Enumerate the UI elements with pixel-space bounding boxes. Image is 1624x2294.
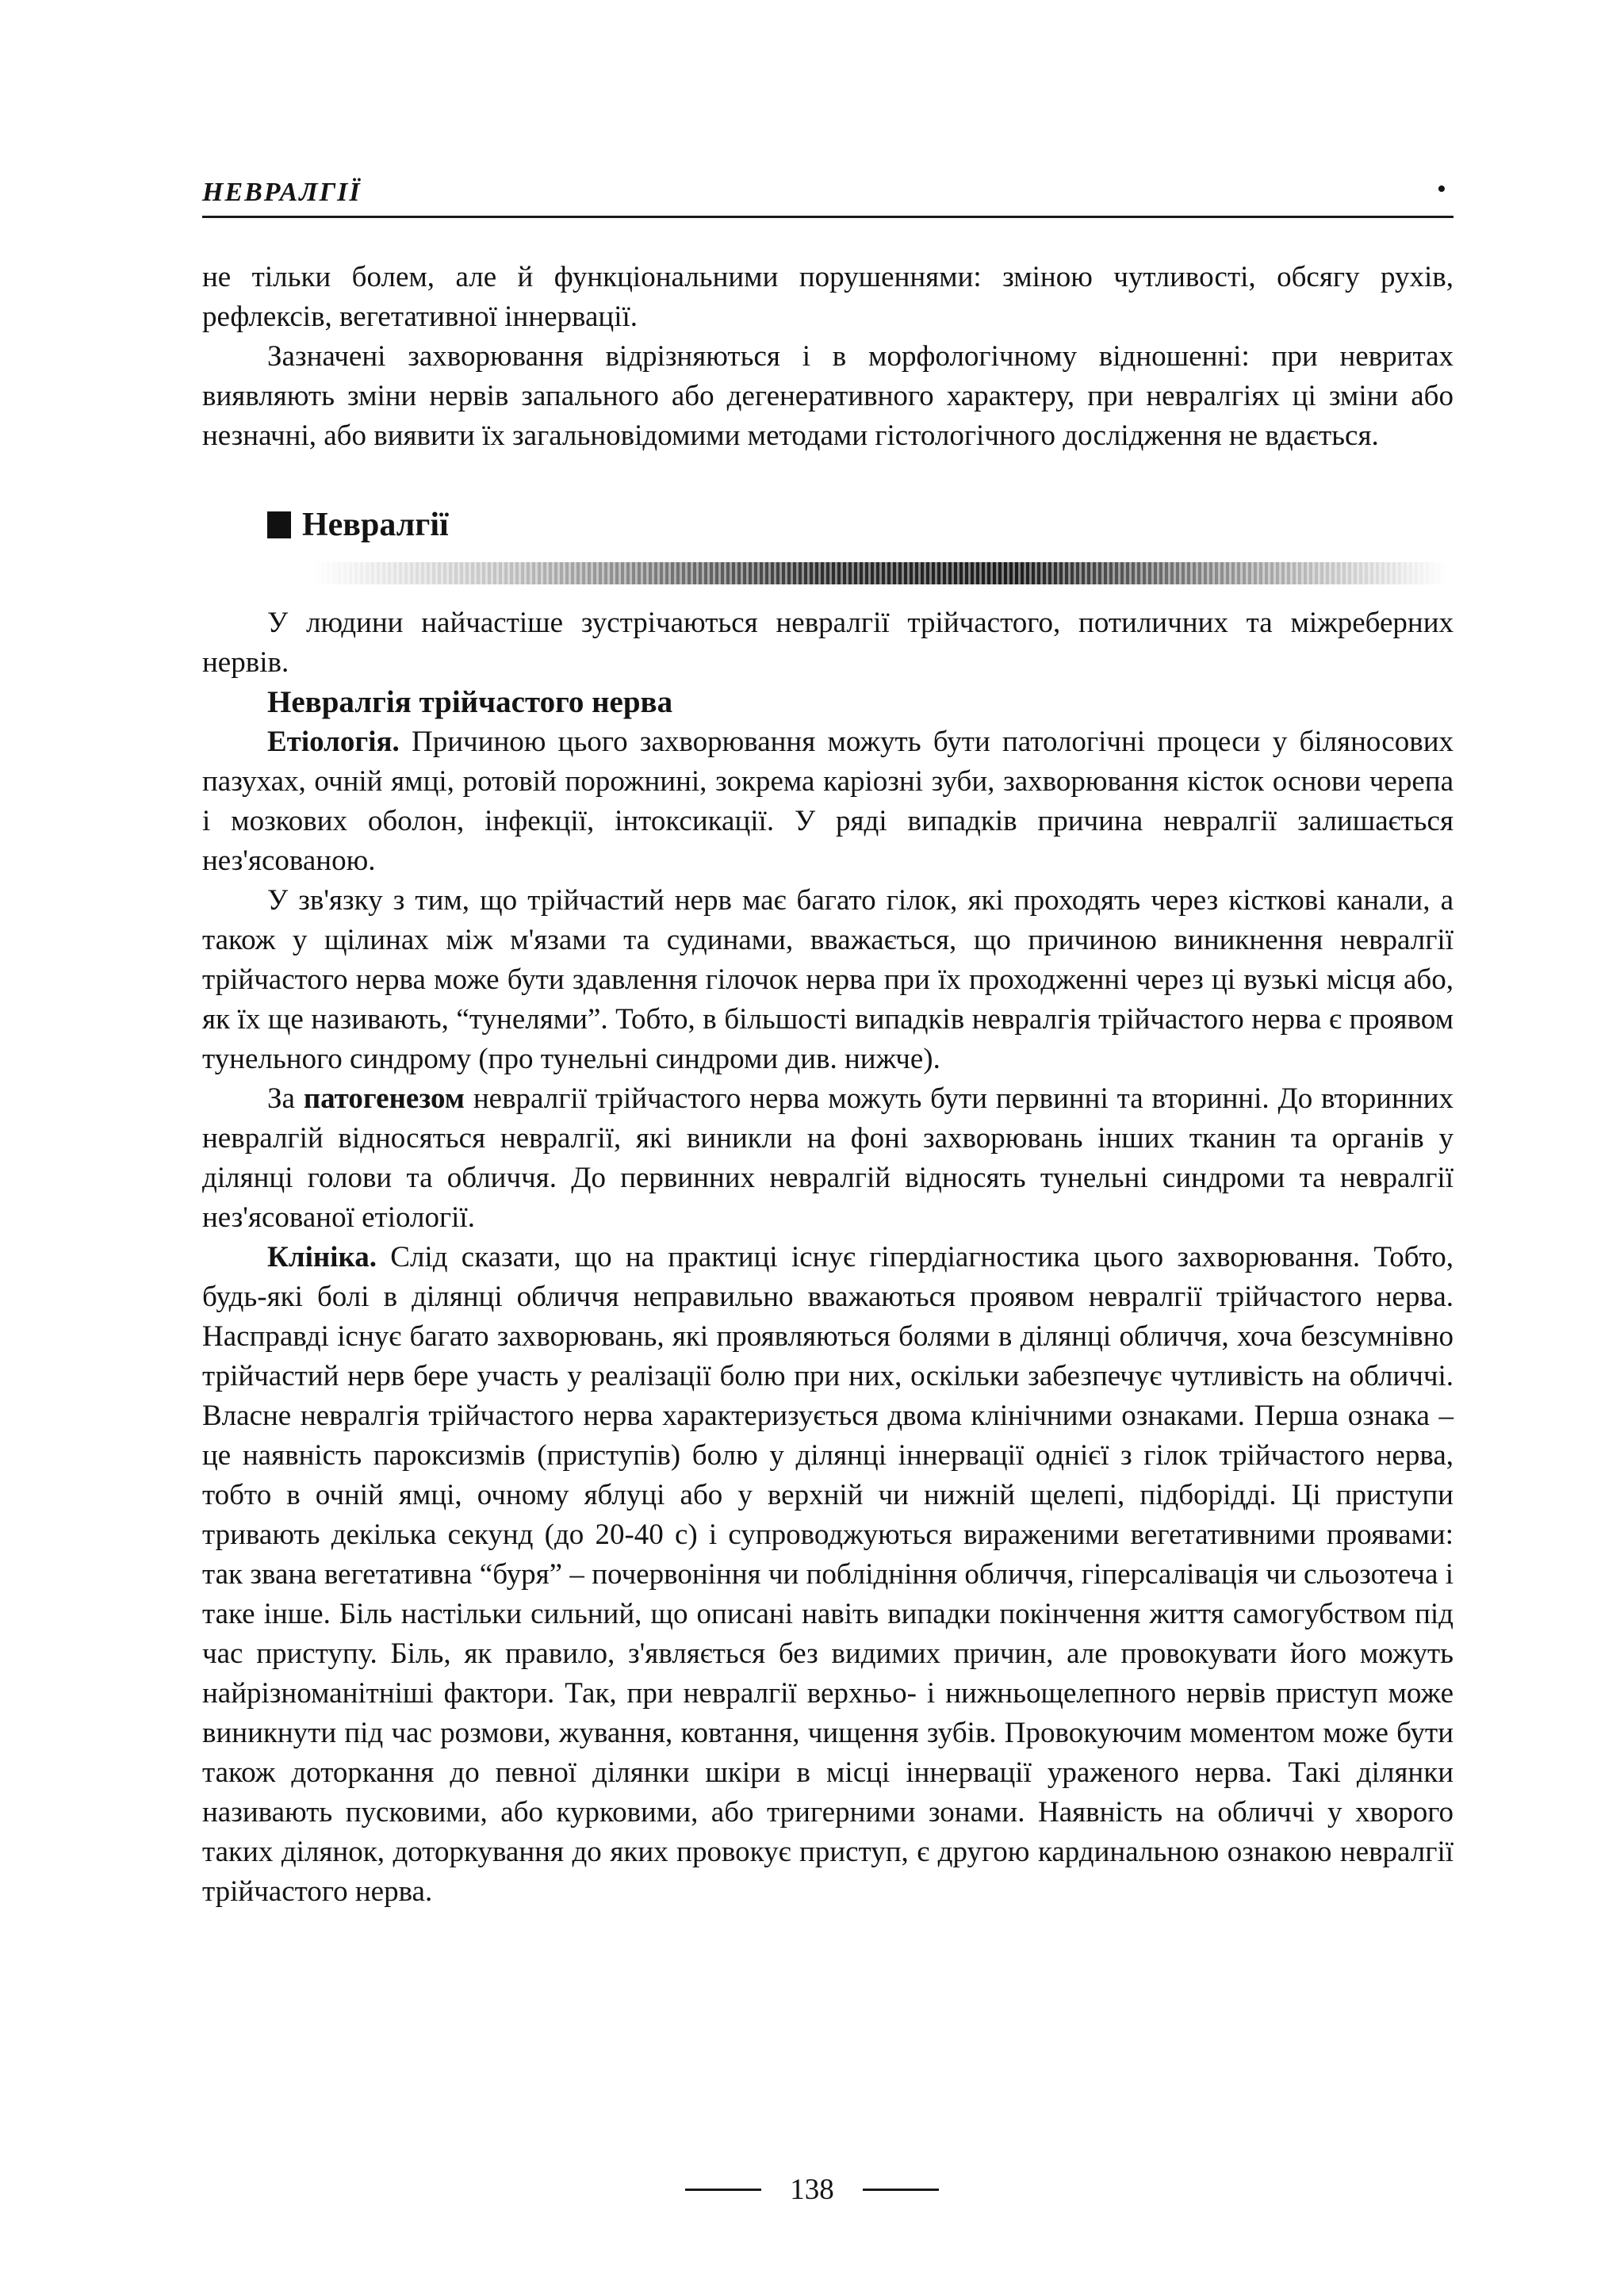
clinic-text: Слід сказати, що на практиці існує гіпердіагностика цього захворювання. Тобто, будь-які болі в ділянці обличчя неправильно вважаються проявом невралгії трійчастого нерва. Насправді існує багато захворювань, які проявляються болями в ділянці обличчя, хоча безсумнівно трійчастий нерв бере участь у реалізації болю при них, оскільки забезпечує чутливість на обличчі. Власне невралгія трійчастого нерва характеризується двома клінічними ознаками. Перша ознака – це наявність пароксизмів (приступів) болю у ділянці іннервації однієї з гілок трійчастого нерва, тобто в очній ямці, очному яблуці або у верхній чи нижній щелепі, підборідді. Ці приступи тривають декілька секунд (до 20-40 с) і супроводжуються вираженими вегетативними проявами: так звана вегетативна “буря” – почервоніння чи поблідніння обличчя, гіперсалівація чи сльозотеча і таке інше. Біль настільки сильний, що описані навіть випадки покінчення життя самогубством під час приступу. Біль, як правило, з'являється без видимих причин, але провокувати його можуть найрізноманітніші фактори. Так, при невралгії верхньо- і нижньощелепного нервів приступ може виникнути під час розмови, жування, ковтання, чищення зубів. Провокуючим моментом може бути також доторкання до певної ділянки шкіри в місці іннервації ураженого нерва. Такі ділянки називають пусковими, або курковими, або тригерними зонами. Наявність на обличчі у хворого таких ділянок, доторкування до яких провокує приступ, є другою кардинальною ознакою невралгії трійчастого нерва. (202, 1241, 1454, 1908)
clinic-lead: Клініка. (267, 1241, 377, 1273)
etiology-lead: Етіологія. (267, 726, 400, 758)
section-title: Невралгії (302, 507, 449, 543)
pathogenesis-lead: патогенезом (303, 1082, 465, 1115)
section-paragraph-1: У людини найчастіше зустрічаються невралгії трійчастого, потиличних та міжреберних нервів. (202, 607, 1454, 679)
intro-paragraph-2: Зазначені захворювання відрізняються і в морфологічному відношенні: при невритах виявляють зміни нервів запального або дегенеративного характеру, при невралгіях ці зміни або незначні, або виявити їх загальновідомими методами гістологічного дослідження не вдається. (202, 340, 1454, 452)
etiology-text: Причиною цього захворювання можуть бути патологічні процеси у біляносових пазухах, очній ямці, ротовій порожнині, зокрема каріозні зуби, захворювання кісток основи черепа і мозкових оболон, інфекції, інтоксикації. У ряді випадків причина невралгії залишається нез'ясованою. (202, 726, 1454, 877)
footer-dash-left (685, 2189, 761, 2191)
intro-paragraph-1: не тільки болем, але й функціональними порушеннями: зміною чутливості, обсягу рухів, рефлексів, вегетативної іннервації. (202, 261, 1454, 333)
section-heading (202, 504, 1454, 546)
clinic-paragraph (202, 1238, 1454, 1912)
running-header-bullet: • (1437, 174, 1446, 204)
tunnel-paragraph: У зв'язку з тим, що трійчастий нерв має багато гілок, які проходять через кісткові канали, а також у щілинах між м'язами та судинами, вважається, що причиною виникнення невралгії трійчастого нерва може бути здавлення гілочок нерва при їх проходженні через ці вузькі місця або, як їх ще називають, “тунелями”. Тобто, в більшості випадків невралгія трійчастого нерва є проявом тунельного синдрому (про тунельні синдроми див. нижче). (202, 884, 1454, 1075)
footer-dash-right (863, 2189, 939, 2191)
section-decorative-band (313, 562, 1447, 584)
main-text-column (202, 258, 1454, 1912)
page-footer (0, 2173, 1624, 2207)
header-rule (202, 216, 1454, 218)
pathogenesis-pre: За (267, 1082, 304, 1115)
subsection-title: Невралгія трійчастого нерва (267, 685, 673, 719)
page-number: 138 (790, 2173, 834, 2206)
etiology-paragraph (202, 722, 1454, 881)
running-header-title: НЕВРАЛГІЇ (202, 178, 362, 207)
pathogenesis-text: невралгії трійчастого нерва можуть бути первинні та вторинні. До вторинних невралгій відносяться невралгії, які виникли на фоні захворювань інших тканин та органів у ділянці голови та обличчя. До первинних невралгій відносять тунельні синдроми та невралгії нез'ясованої етіології. (202, 1082, 1454, 1234)
pathogenesis-paragraph (202, 1079, 1454, 1238)
section-square-icon (267, 511, 291, 538)
